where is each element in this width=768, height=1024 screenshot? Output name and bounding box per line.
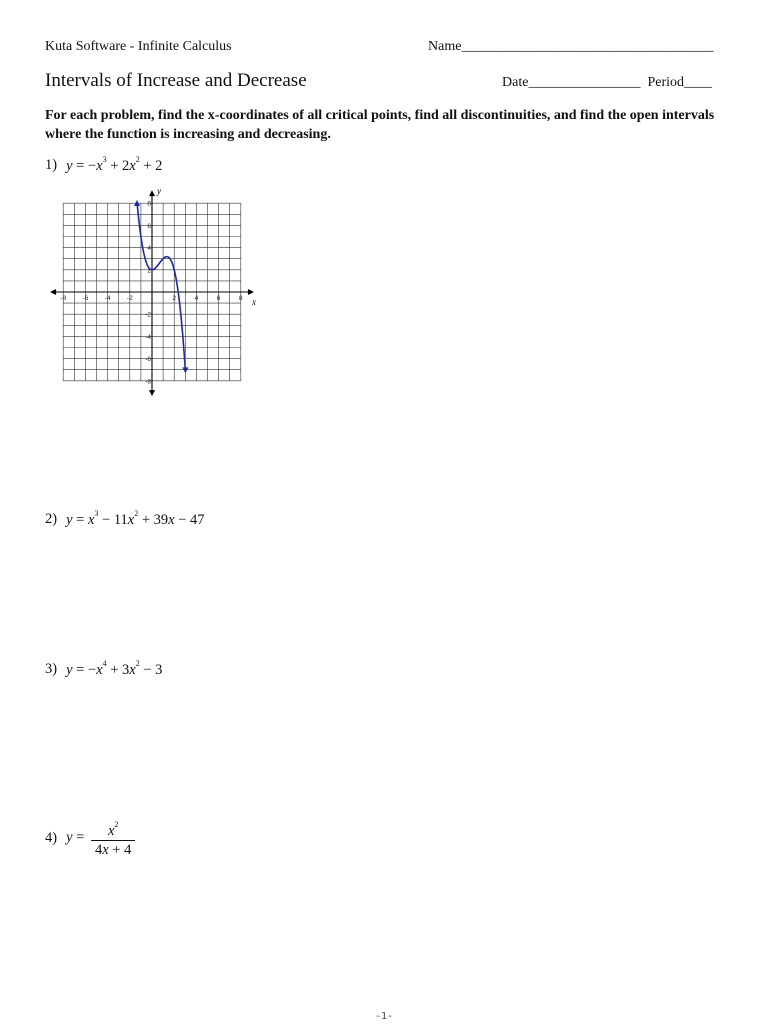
problem-equation: $y = -x^4 + 3x^2 - 3$	[66, 659, 163, 678]
date-label: Date	[502, 75, 529, 90]
x-axis-arrow-right	[248, 289, 254, 295]
name-label: Name	[428, 39, 462, 54]
y-tick-label: -2	[145, 311, 151, 319]
problem-4	[45, 818, 135, 859]
y-tick-label: 4	[147, 245, 151, 253]
curve-arrow-bottom	[182, 367, 188, 373]
y-tick-label: -4	[145, 333, 151, 341]
problem-equation: $y = -x^3 + 2x^2 + 2$	[66, 155, 163, 174]
problem-3	[45, 661, 162, 679]
x-tick-label: 2	[172, 295, 177, 302]
problem-number: 4)	[45, 829, 58, 846]
header-software-label: Kuta Software - Infinite Calculus	[45, 39, 232, 54]
problem-1-graph	[46, 180, 262, 402]
y-tick-label: -6	[145, 356, 151, 364]
curve-line	[137, 202, 185, 371]
y-tick-label: 6	[147, 222, 151, 230]
problem-equation: y = $\frac{x^2}{4x + 4}$	[66, 818, 135, 859]
problem-1	[45, 157, 162, 175]
name-field[interactable]: Name____________________________________	[428, 39, 714, 54]
x-tick-label: 4	[194, 295, 199, 302]
problem-number: 3)	[45, 661, 58, 678]
worksheet-title: Intervals of Increase and Decrease	[45, 70, 307, 91]
y-axis-arrow-down	[149, 390, 155, 396]
x-tick-label: -4	[104, 295, 111, 302]
y-tick-label: 2	[147, 267, 151, 275]
x-axis-arrow-left	[50, 289, 56, 295]
problem-2	[45, 511, 205, 529]
x-tick-label: -8	[60, 295, 67, 302]
x-tick-label: -6	[82, 295, 89, 302]
y-axis-label: y	[157, 186, 161, 196]
problem-number: 1)	[45, 157, 58, 174]
x-tick-label: 8	[238, 295, 243, 302]
date-period-fields[interactable]: Date________________ Period____	[502, 75, 712, 90]
problem-number: 2)	[45, 511, 58, 528]
page-number: -1-	[374, 1011, 394, 1022]
y-tick-label: -8	[145, 378, 151, 386]
period-label: Period	[647, 75, 684, 90]
x-tick-label: -2	[126, 295, 133, 302]
y-axis-arrow-up	[149, 190, 155, 196]
y-tick-label: 8	[147, 200, 151, 208]
graph-axes	[50, 190, 254, 396]
x-axis-label: x	[252, 297, 256, 307]
x-tick-label: 6	[216, 295, 221, 302]
problem-equation: $y = x^3 - 11x^2 + 39x - 47$	[66, 509, 205, 528]
instructions: For each problem, find the x-coordinates of all critical points, find all discontinuities, and find the open intervals where the function is increasing and decreasing.	[45, 108, 715, 142]
